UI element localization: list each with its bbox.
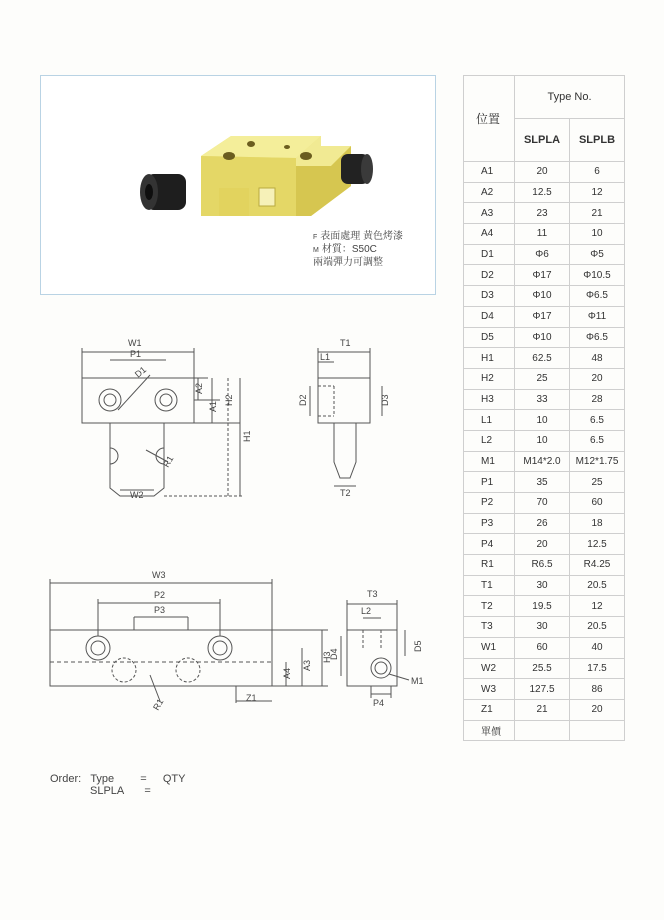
dim-t3-label: T3 <box>367 589 378 599</box>
order-equals-1: = <box>140 773 147 785</box>
row-value: Φ6 <box>515 244 570 265</box>
row-value: 21 <box>515 699 570 720</box>
row-value: Φ17 <box>515 306 570 327</box>
table-row <box>464 182 625 203</box>
row-label: T2 <box>464 596 515 617</box>
row-label: A1 <box>464 162 515 183</box>
row-value: 25.5 <box>515 658 570 679</box>
row-value <box>570 720 625 741</box>
table-row <box>464 410 625 431</box>
table-row <box>464 534 625 555</box>
row-label: T1 <box>464 575 515 596</box>
row-value: 17.5 <box>570 658 625 679</box>
dim-p2-label: P2 <box>154 590 166 600</box>
row-value: 48 <box>570 348 625 369</box>
row-value: 10 <box>515 410 570 431</box>
row-value: Φ17 <box>515 265 570 286</box>
position-header: 位置 <box>464 76 515 162</box>
row-value: 20 <box>515 162 570 183</box>
product-photo-frame <box>40 75 436 295</box>
material-note: M 材質：S50C <box>313 244 377 255</box>
row-label: L2 <box>464 430 515 451</box>
dim-m1-label: M1 <box>411 676 424 686</box>
dim-d1-label: D1 <box>132 364 149 380</box>
table-row <box>464 575 625 596</box>
row-label: D4 <box>464 306 515 327</box>
dim-d5-label: D5 <box>413 640 423 652</box>
row-label: R1 <box>464 555 515 576</box>
elasticity-note: 兩端彈力可調整 <box>313 257 383 268</box>
row-value: 6.5 <box>570 430 625 451</box>
row-label: D1 <box>464 244 515 265</box>
table-row <box>464 162 625 183</box>
dim-z1-label: Z1 <box>246 693 257 703</box>
row-label: Z1 <box>464 699 515 720</box>
dim-w3-label: W3 <box>152 570 166 580</box>
row-value: 10 <box>515 430 570 451</box>
dim-a1-label: A1 <box>208 400 218 412</box>
table-row <box>464 451 625 472</box>
order-equals-2: = <box>144 785 151 797</box>
table-row <box>464 286 625 307</box>
row-value: 70 <box>515 493 570 514</box>
table-row <box>464 637 625 658</box>
table-row <box>464 513 625 534</box>
row-value: Φ10 <box>515 286 570 307</box>
row-value: 20 <box>570 699 625 720</box>
row-value: 6.5 <box>570 410 625 431</box>
row-label: H1 <box>464 348 515 369</box>
table-row <box>464 203 625 224</box>
order-type-label: Type <box>90 773 115 785</box>
side-view-drawing <box>290 330 400 510</box>
row-label: W3 <box>464 679 515 700</box>
row-value: Φ6.5 <box>570 327 625 348</box>
table-row <box>464 348 625 369</box>
dim-t1-label: T1 <box>340 338 351 348</box>
table-row <box>464 596 625 617</box>
row-value: 20.5 <box>570 617 625 638</box>
dim-d2-label: D2 <box>298 394 308 406</box>
row-label: H2 <box>464 368 515 389</box>
table-row <box>464 699 625 720</box>
row-label: A3 <box>464 203 515 224</box>
row-label: P2 <box>464 493 515 514</box>
row-value: 40 <box>570 637 625 658</box>
row-value <box>515 720 570 741</box>
row-label: D3 <box>464 286 515 307</box>
row-value: 20 <box>570 368 625 389</box>
dim-a2-label: A2 <box>194 382 204 394</box>
table-row <box>464 493 625 514</box>
order-example-type: SLPLA <box>90 785 125 797</box>
row-value: M12*1.75 <box>570 451 625 472</box>
row-value: 62.5 <box>515 348 570 369</box>
row-label: 單價 <box>464 720 515 741</box>
row-value: Φ10.5 <box>570 265 625 286</box>
dim-p3-label: P3 <box>154 605 166 615</box>
row-value: 30 <box>515 617 570 638</box>
dim-d4-label: D4 <box>329 648 339 660</box>
row-value: 60 <box>570 493 625 514</box>
row-value: 33 <box>515 389 570 410</box>
row-value: 35 <box>515 472 570 493</box>
table-row <box>464 368 625 389</box>
dim-p1-label: P1 <box>130 349 142 359</box>
row-value: 20 <box>515 534 570 555</box>
row-value: 25 <box>515 368 570 389</box>
row-value: 26 <box>515 513 570 534</box>
table-row <box>464 658 625 679</box>
table-row <box>464 472 625 493</box>
row-value: 23 <box>515 203 570 224</box>
row-value: 18 <box>570 513 625 534</box>
row-value: R6.5 <box>515 555 570 576</box>
row-label: P1 <box>464 472 515 493</box>
dim-d3-label: D3 <box>380 394 390 406</box>
dim-r1-bottom-label: R1 <box>151 697 166 712</box>
table-row <box>464 224 625 245</box>
table-row <box>464 327 625 348</box>
row-label: A4 <box>464 224 515 245</box>
row-label: H3 <box>464 389 515 410</box>
dim-h3-label: H3 <box>322 651 332 663</box>
row-value: 21 <box>570 203 625 224</box>
row-value: 60 <box>515 637 570 658</box>
row-value: Φ10 <box>515 327 570 348</box>
row-value: R4.25 <box>570 555 625 576</box>
product-notes <box>313 231 403 269</box>
dim-l1-label: L1 <box>320 352 331 362</box>
order-section <box>50 773 185 797</box>
product-photo <box>101 116 381 246</box>
row-label: T3 <box>464 617 515 638</box>
type-no-header: Type No. <box>515 76 625 119</box>
row-value: 25 <box>570 472 625 493</box>
row-label: P3 <box>464 513 515 534</box>
bottom-front-view-drawing <box>40 565 340 715</box>
row-label: L1 <box>464 410 515 431</box>
row-value: 20.5 <box>570 575 625 596</box>
column-header-slplb: SLPLB <box>570 119 625 162</box>
table-row <box>464 679 625 700</box>
front-view-drawing <box>40 330 270 510</box>
surface-treatment-note: F 表面處理 黄色烤漆 <box>313 231 404 242</box>
row-value: 12.5 <box>515 182 570 203</box>
table-row <box>464 555 625 576</box>
row-label: D2 <box>464 265 515 286</box>
row-value: Φ6.5 <box>570 286 625 307</box>
row-value: 10 <box>570 224 625 245</box>
row-label: D5 <box>464 327 515 348</box>
row-label: M1 <box>464 451 515 472</box>
dim-p4-label: P4 <box>373 698 385 708</box>
dim-l2-label: L2 <box>361 606 372 616</box>
row-value: Φ11 <box>570 306 625 327</box>
table-row <box>464 389 625 410</box>
table-row <box>464 244 625 265</box>
dim-r1-label: R1 <box>161 454 176 469</box>
row-value: Φ5 <box>570 244 625 265</box>
row-value: 28 <box>570 389 625 410</box>
dim-h2-label: H2 <box>224 394 234 406</box>
table-row <box>464 306 625 327</box>
row-value: 12 <box>570 182 625 203</box>
row-value: 86 <box>570 679 625 700</box>
row-value: 11 <box>515 224 570 245</box>
row-value: 12 <box>570 596 625 617</box>
row-value: M14*2.0 <box>515 451 570 472</box>
table-row <box>464 617 625 638</box>
dim-w1-label: W1 <box>128 338 142 348</box>
column-header-slpla: SLPLA <box>515 119 570 162</box>
dim-a4-label: A4 <box>282 667 292 679</box>
dim-h1-label: H1 <box>242 430 252 442</box>
row-label: W2 <box>464 658 515 679</box>
row-value: 19.5 <box>515 596 570 617</box>
order-qty-label: QTY <box>162 773 186 785</box>
bottom-side-view-drawing <box>325 580 440 710</box>
dim-a3-label: A3 <box>302 659 312 671</box>
row-label: W1 <box>464 637 515 658</box>
row-label: P4 <box>464 534 515 555</box>
row-value: 12.5 <box>570 534 625 555</box>
table-row <box>464 720 625 741</box>
row-value: 30 <box>515 575 570 596</box>
table-row <box>464 430 625 451</box>
spec-table <box>463 75 625 741</box>
row-label: A2 <box>464 182 515 203</box>
row-value: 6 <box>570 162 625 183</box>
dim-t2-label: T2 <box>340 488 351 498</box>
dim-w2-label: W2 <box>130 490 144 500</box>
order-label: Order: <box>50 773 82 785</box>
table-row <box>464 265 625 286</box>
row-value: 127.5 <box>515 679 570 700</box>
